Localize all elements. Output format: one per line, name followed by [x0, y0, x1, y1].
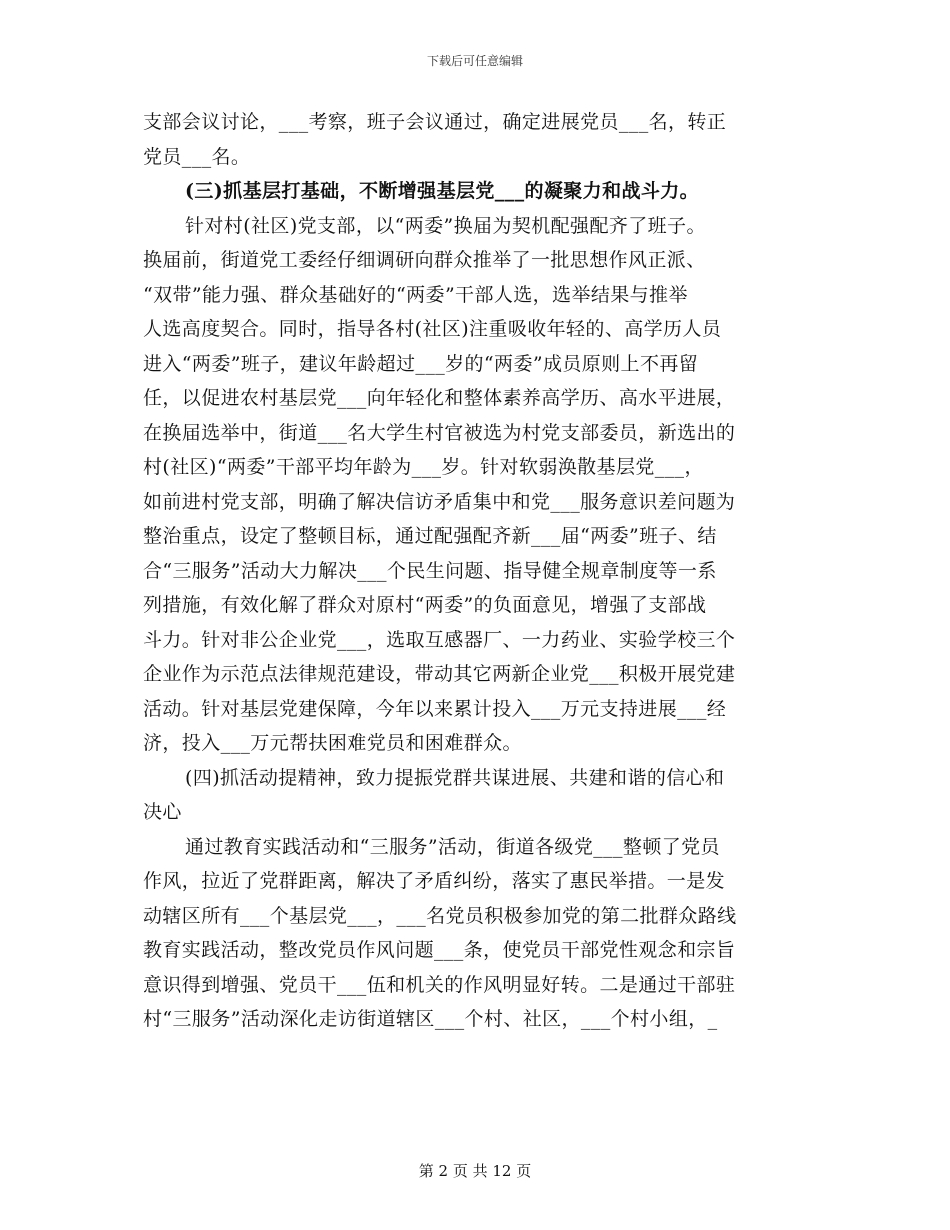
page-header: 下载后可任意编辑	[426, 54, 523, 68]
section-heading-cont: 决心	[143, 801, 182, 823]
text-line: 人选高度契合。同时，指导各村(社区)注重吸收年轻的、高学历人员	[143, 318, 722, 340]
text-line: 济，投入___万元帮扶困难党员和困难群众。	[143, 732, 522, 754]
text-line: 通过教育实践活动和“三服务”活动，街道各级党___整顿了党员	[185, 835, 720, 858]
text-line: 作风，拉近了党群距离，解决了矛盾纠纷，落实了惠民举措。一是发	[143, 870, 726, 892]
text-line: 斗力。针对非公企业党___，选取互感器厂、一力药业、实验学校三个	[143, 628, 736, 651]
text-line: 列措施，有效化解了群众对原村“两委”的负面意见，增强了支部战	[143, 594, 707, 616]
text-line: 针对村(社区)党支部，以“两委”换届为契机配强配齐了班子。	[185, 214, 706, 237]
section-heading: (四)抓活动提精神，致力提振党群共谋进展、共建和谐的信心和	[185, 766, 725, 789]
text-line: 支部会议讨论，___考察，班子会议通过，确定进展党员___名，转正	[143, 111, 727, 133]
text-line: 企业作为示范点法律规范建设，带动其它两新企业党___积极开展党建	[143, 663, 736, 685]
text-line: “双带”能力强、群众基础好的“两委”干部人选，选举结果与推举	[143, 283, 688, 306]
text-line: 合“三服务”活动大力解决___个民生问题、指导健全规章制度等一系	[143, 559, 717, 582]
text-line: 整治重点，设定了整顿目标，通过配强配齐新___届“两委”班子、结	[143, 525, 717, 547]
section-heading: (三)抓基层打基础，不断增强基层党___的凝聚力和战斗力。	[185, 180, 700, 202]
page-footer: 第 2 页 共 12 页	[418, 1162, 532, 1180]
text-line: 如前进村党支部，明确了解决信访矛盾集中和党___服务意识差问题为	[143, 490, 736, 513]
text-line: 动辖区所有___个基层党___，___名党员积极参加党的第二批群众路线	[143, 904, 737, 927]
text-line: 村“三服务”活动深化走访街道辖区___个村、社区，___个村小组，_	[143, 1008, 718, 1030]
text-line: 意识得到增强、党员干___伍和机关的作风明显好转。二是通过干部驻	[143, 973, 736, 996]
text-line: 教育实践活动，整改党员作风问题___条，使党员干部党性观念和宗旨	[143, 939, 736, 961]
text-line: 活动。针对基层党建保障，今年以来累计投入___万元支持进展___经	[143, 697, 727, 720]
text-line: 村(社区)“两委”干部平均年龄为___岁。针对软弱涣散基层党___，	[143, 456, 704, 478]
text-line: 进入“两委”班子，建议年龄超过___岁的“两委”成员原则上不再留	[143, 352, 699, 375]
text-line: 换届前，街道党工委经仔细调研向群众推举了一批思想作风正派、	[143, 249, 706, 271]
text-line: 在换届选举中，街道___名大学生村官被选为村党支部委员，新选出的	[143, 421, 736, 444]
document-body	[143, 105, 808, 1037]
text-line: 任，以促进农村基层党___向年轻化和整体素养高学历、高水平进展，	[143, 387, 736, 409]
text-line: 党员___名。	[143, 145, 251, 168]
